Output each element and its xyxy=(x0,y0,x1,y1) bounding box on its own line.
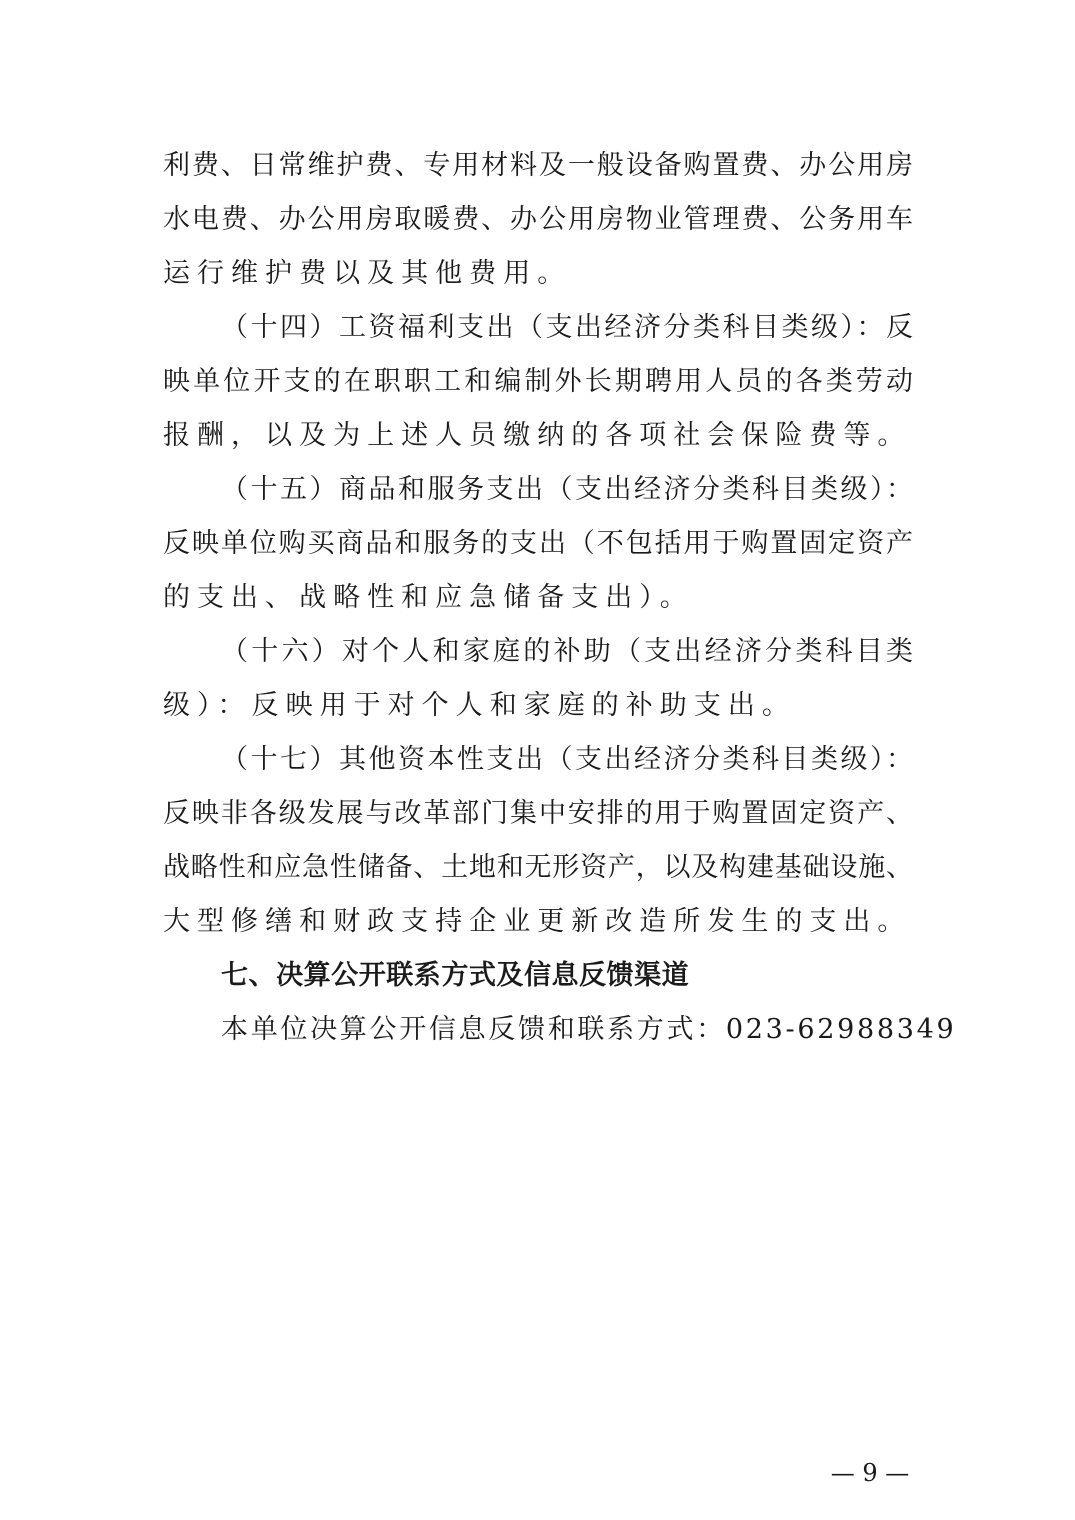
text-line-3: 运行维护费以及其他费用。 xyxy=(163,258,572,289)
paragraph-17-line-2: 反映非各级发展与改革部门集中安排的用于购置固定资产、 xyxy=(163,798,913,829)
paragraph-15-line-3: 的支出、战略性和应急储备支出）。 xyxy=(163,582,694,613)
contact-line: 本单位决算公开信息反馈和联系方式：023-62988349 xyxy=(221,1014,957,1045)
section-heading: 七、决算公开联系方式及信息反馈渠道 xyxy=(221,960,690,991)
paragraph-17-line-4: 大型修缮和财政支持企业更新改造所发生的支出。 xyxy=(163,906,912,937)
text-line-1: 利费、日常维护费、专用材料及一般设备购置费、办公用房 xyxy=(163,150,913,181)
paragraph-15-line-2: 反映单位购买商品和服务的支出（不包括用于购置固定资产 xyxy=(163,528,913,559)
paragraph-14-line-3: 报酬，以及为上述人员缴纳的各项社会保险费等。 xyxy=(163,420,912,451)
paragraph-16-line-1: （十六）对个人和家庭的补助（支出经济分类科目类 xyxy=(221,636,913,667)
paragraph-14-line-2: 映单位开支的在职职工和编制外长期聘用人员的各类劳动 xyxy=(163,366,913,397)
paragraph-17-line-1: （十七）其他资本性支出（支出经济分类科目类级）： xyxy=(221,744,913,775)
paragraph-17-line-3: 战略性和应急性储备、土地和无形资产，以及构建基础设施、 xyxy=(163,852,913,883)
text-line-2: 水电费、办公用房取暖费、办公用房物业管理费、公务用车 xyxy=(163,204,913,235)
paragraph-14-line-1: （十四）工资福利支出（支出经济分类科目类级）：反 xyxy=(221,312,913,343)
paragraph-16-line-2: 级）：反映用于对个人和家庭的补助支出。 xyxy=(163,690,796,721)
paragraph-15-line-1: （十五）商品和服务支出（支出经济分类科目类级）： xyxy=(221,474,913,505)
page-number: — 9 — xyxy=(830,1459,910,1487)
